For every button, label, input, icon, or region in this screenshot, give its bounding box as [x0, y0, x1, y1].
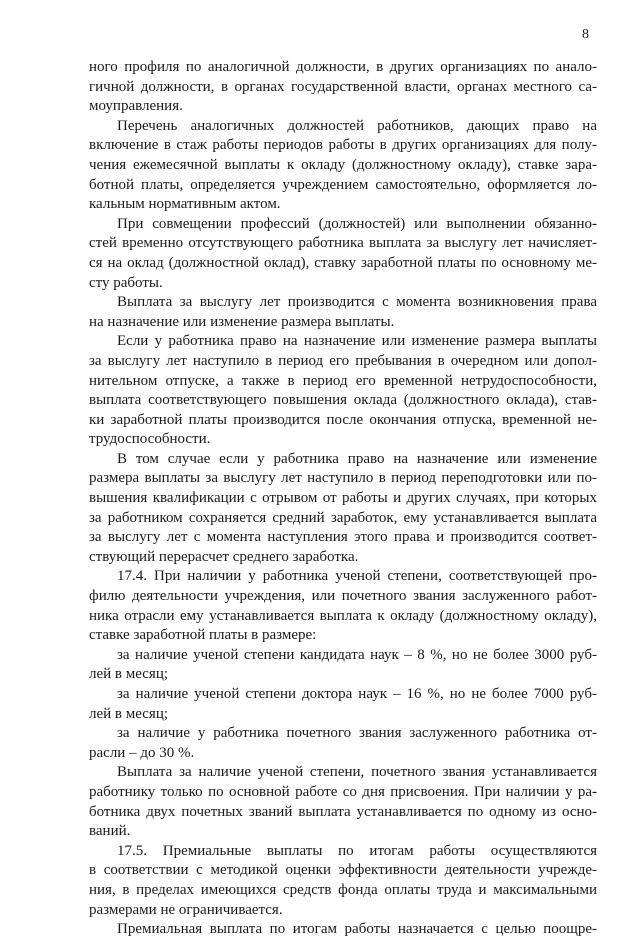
text-line: на назначение или изменение размера выплаты. [89, 313, 395, 330]
text-line: ника отрасли ему устанавливается выплата к окладу (должностному окладу), [89, 607, 597, 624]
text-line: Если у работника право на назначение или изменение размера выплаты [117, 333, 597, 350]
text-line: ки заработной платы производится после окончания отпуска, временной не- [89, 411, 597, 428]
text-line: ного профиля по аналогичной должности, в других организациях по анало- [89, 59, 597, 75]
text-line: за наличие ученой степени доктора наук – 16 %, но не более 7000 руб- [117, 686, 597, 702]
text-line: работнику только по основной работе со дня присвоения. При наличии у ра- [89, 783, 597, 800]
text-line: расли – до 30 %. [89, 744, 195, 761]
text-line: филю деятельности учреждения, или почетного звания заслуженного работ- [89, 588, 597, 605]
text-line: гичной должности, в органах государственной власти, органах местного са- [89, 78, 597, 95]
text-line: за наличие у работника почетного звания заслуженного работника от- [117, 725, 597, 742]
text-line: за работником сохраняется средний заработок, ему устанавливается выплата [89, 509, 597, 526]
text-line: Выплата за выслугу лет производится с момента возникновения права [117, 294, 597, 311]
text-line: лей в месяц; [89, 666, 169, 683]
text-line: 17.4. При наличии у работника ученой степени, соответствующей про- [117, 568, 597, 585]
text-line: ся на оклад (должностной оклад), ставку заработной платы по основному ме- [89, 254, 597, 271]
text-line: При совмещении профессий (должностей) или выполнении обязанно- [117, 215, 597, 232]
page-number: 8 [582, 27, 589, 42]
text-line: ботника двух почетных званий выплата устанавливается по одному из осно- [89, 803, 597, 820]
text-line: включение в стаж работы периодов работы в других организациях для полу- [89, 137, 597, 154]
text-line: 17.5. Премиальные выплаты по итогам работы осуществляются [117, 842, 597, 859]
text-line: ствующий перерасчет среднего заработка. [89, 548, 359, 565]
text-line: Перечень аналогичных должностей работников, дающих право на [117, 117, 597, 134]
text-line: трудоспособности. [89, 431, 211, 448]
text-line: стей временно отсутствующего работника выплата за выслугу лет начисляет- [89, 235, 597, 252]
text-line: В том случае если у работника право на назначение или изменение [117, 450, 597, 467]
text-line: лей в месяц; [89, 705, 169, 722]
text-line: размерами не ограничивается. [89, 901, 283, 918]
text-line: размера выплаты за выслугу лет наступило в период переподготовки или по- [89, 470, 597, 487]
text-line: Выплата за наличие ученой степени, почетного звания устанавливается [117, 764, 597, 781]
text-line: за выслугу лет с момента наступления этого права и производится соответ- [89, 529, 597, 546]
text-line: кальным нормативным актом. [89, 196, 281, 213]
text-line: ставке заработной платы в размере: [89, 627, 317, 644]
text-line: чения ежемесячной выплаты к окладу (должностному окладу), ставке зара- [89, 156, 597, 173]
text-line: нительном отпуске, а также в период его временной нетрудоспособности, [89, 372, 597, 389]
text-line: выплата соответствующего повышения оклада (должностного оклада), став- [89, 392, 597, 409]
text-line: моуправления. [89, 98, 183, 115]
text-line: Премиальная выплата по итогам работы назначается с целью поощре- [117, 921, 597, 938]
text-line: за выслугу лет наступило в период его пребывания в очередном или допол- [89, 352, 597, 369]
text-line: в соответствии с методикой оценки эффективности деятельности учрежде- [89, 862, 597, 879]
document-body [89, 58, 597, 940]
text-line: ботной платы, определяется учреждением самостоятельно, оформляется ло- [89, 176, 597, 193]
text-line: вышения квалификации с отрывом от работы и других случаях, при которых [89, 490, 597, 507]
text-line: за наличие ученой степени кандидата наук – 8 %, но не более 3000 руб- [117, 646, 597, 663]
text-line: ния, в пределах имеющихся средств фонда оплаты труда и максимальными [89, 881, 597, 898]
text-line: ваний. [89, 823, 131, 840]
text-line: сту работы. [89, 274, 163, 291]
